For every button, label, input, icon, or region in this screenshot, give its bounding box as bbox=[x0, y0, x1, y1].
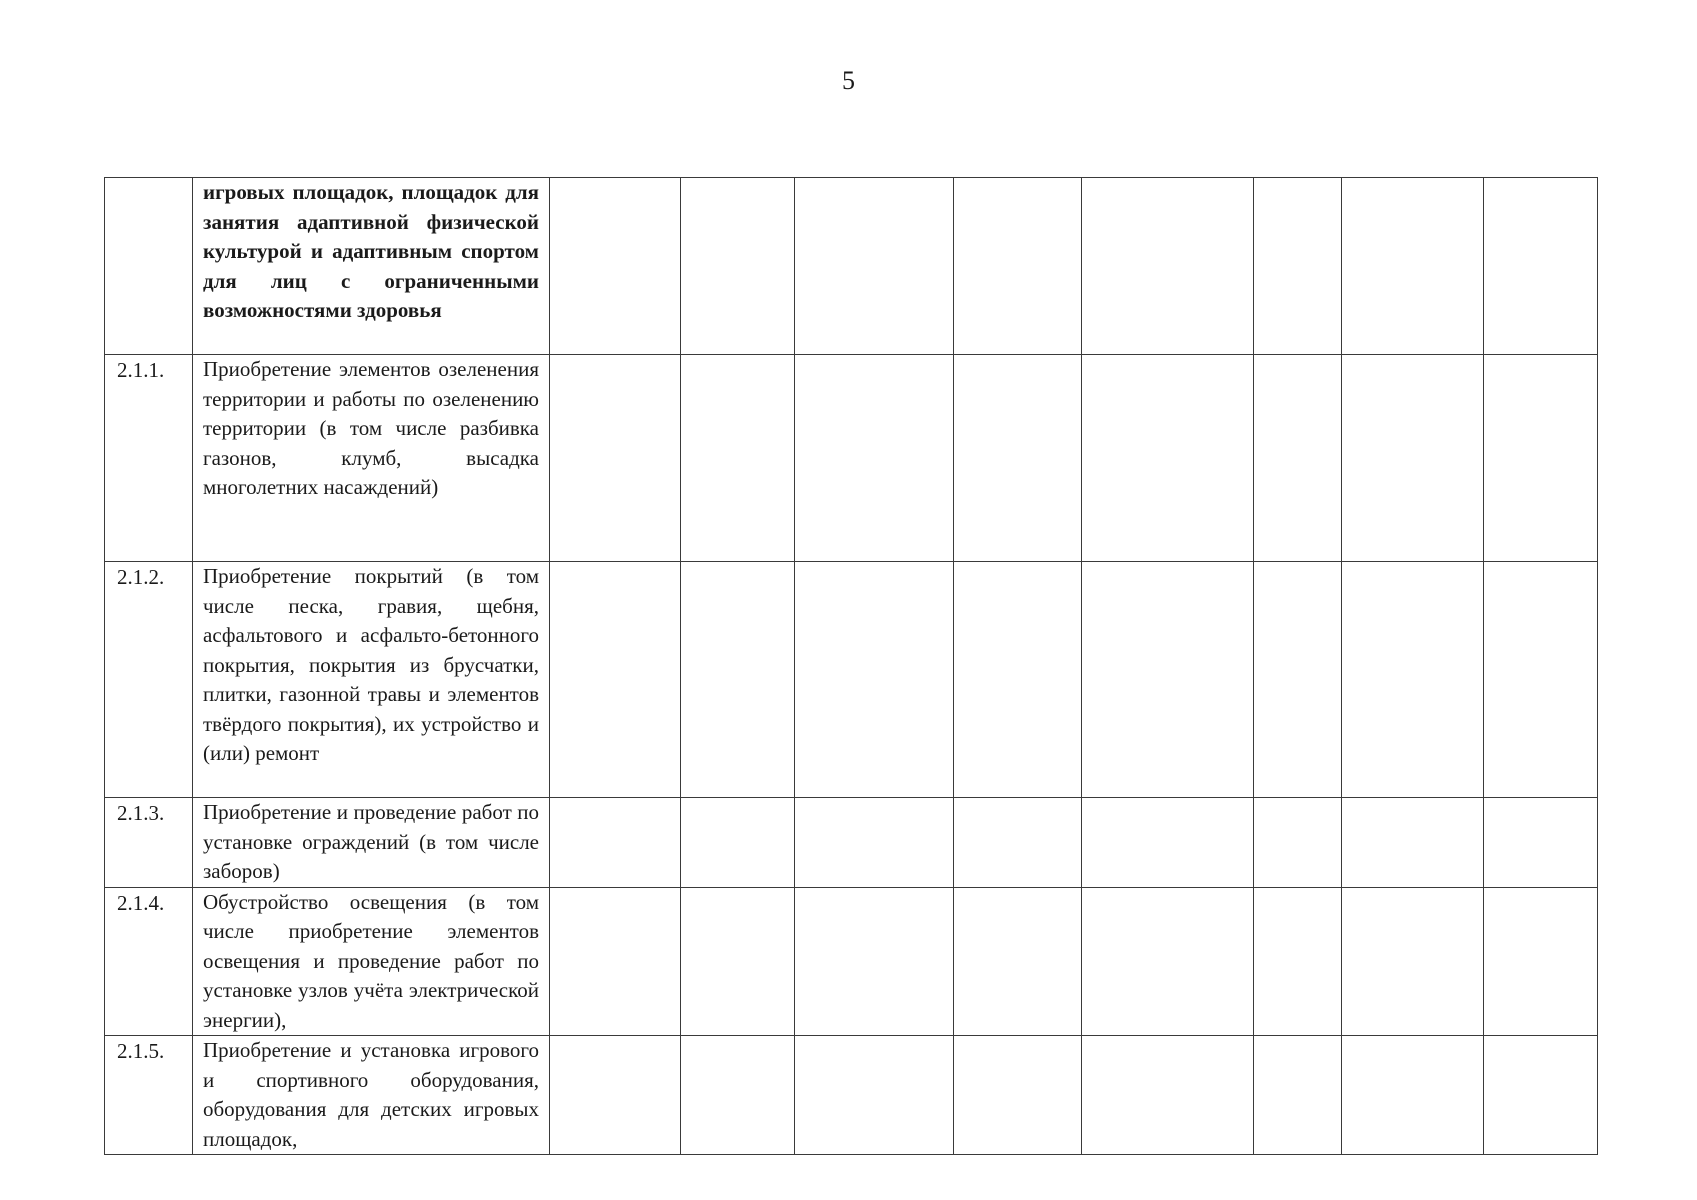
row-number-cell: 2.1.3. bbox=[105, 798, 193, 888]
row-description-cell: Приобретение покрытий (в том числе песка, гравия, щебня, асфальтового и асфальто-бетонного покрытия, покрытия из брусчатки, плитки, газонной травы и элементов твёрдого покрытия), их устройство и (или) ремонт bbox=[193, 562, 550, 798]
empty-cell bbox=[1484, 887, 1598, 1036]
empty-cell bbox=[1484, 562, 1598, 798]
empty-cell bbox=[1484, 1036, 1598, 1155]
empty-cell bbox=[1254, 355, 1342, 562]
empty-cell bbox=[1484, 178, 1598, 355]
empty-cell bbox=[795, 1036, 954, 1155]
empty-cell bbox=[1342, 1036, 1484, 1155]
empty-cell bbox=[681, 562, 795, 798]
table-row bbox=[105, 1036, 1598, 1155]
table-row bbox=[105, 562, 1598, 798]
row-number-cell: 2.1.5. bbox=[105, 1036, 193, 1155]
empty-cell bbox=[1342, 798, 1484, 888]
empty-cell bbox=[954, 178, 1082, 355]
row-number-cell bbox=[105, 178, 193, 355]
empty-cell bbox=[954, 355, 1082, 562]
empty-cell bbox=[681, 887, 795, 1036]
empty-cell bbox=[681, 1036, 795, 1155]
row-number-cell: 2.1.1. bbox=[105, 355, 193, 562]
empty-cell bbox=[550, 798, 681, 888]
row-description-cell: Обустройство освещения (в том числе приобретение элементов освещения и проведение работ по установке узлов учёта электрической энергии), bbox=[193, 887, 550, 1036]
empty-cell bbox=[1342, 355, 1484, 562]
empty-cell bbox=[795, 178, 954, 355]
table-row bbox=[105, 355, 1598, 562]
row-number-cell: 2.1.2. bbox=[105, 562, 193, 798]
empty-cell bbox=[1342, 178, 1484, 355]
empty-cell bbox=[1484, 355, 1598, 562]
empty-cell bbox=[1342, 562, 1484, 798]
empty-cell bbox=[954, 887, 1082, 1036]
row-number-cell: 2.1.4. bbox=[105, 887, 193, 1036]
empty-cell bbox=[681, 355, 795, 562]
empty-cell bbox=[1082, 887, 1254, 1036]
empty-cell bbox=[550, 178, 681, 355]
empty-cell bbox=[795, 562, 954, 798]
row-description-cell: Приобретение элементов озеленения территории и работы по озеленению территории (в том числе разбивка газонов, клумб, высадка многолетних насаждений) bbox=[193, 355, 550, 562]
empty-cell bbox=[954, 798, 1082, 888]
table-row bbox=[105, 887, 1598, 1036]
empty-cell bbox=[681, 798, 795, 888]
empty-cell bbox=[1254, 562, 1342, 798]
empty-cell bbox=[550, 355, 681, 562]
empty-cell bbox=[1082, 562, 1254, 798]
row-description-cell: Приобретение и установка игрового и спортивного оборудования, оборудования для детских игровых площадок, bbox=[193, 1036, 550, 1155]
empty-cell bbox=[1254, 1036, 1342, 1155]
empty-cell bbox=[795, 355, 954, 562]
table-row bbox=[105, 178, 1598, 355]
empty-cell bbox=[681, 178, 795, 355]
empty-cell bbox=[1082, 178, 1254, 355]
empty-cell bbox=[954, 1036, 1082, 1155]
empty-cell bbox=[1254, 798, 1342, 888]
empty-cell bbox=[550, 562, 681, 798]
empty-cell bbox=[550, 1036, 681, 1155]
document-table bbox=[104, 177, 1598, 1155]
row-description-cell: игровых площадок, площадок для занятия адаптивной физической культурой и адаптивным спортом для лиц с ограниченными возможностями здоровья bbox=[193, 178, 550, 355]
empty-cell bbox=[1254, 887, 1342, 1036]
empty-cell bbox=[954, 562, 1082, 798]
empty-cell bbox=[1254, 178, 1342, 355]
table-row bbox=[105, 798, 1598, 888]
page-number: 5 bbox=[842, 66, 855, 95]
empty-cell bbox=[550, 887, 681, 1036]
empty-cell bbox=[1484, 798, 1598, 888]
empty-cell bbox=[1342, 887, 1484, 1036]
empty-cell bbox=[795, 887, 954, 1036]
row-description-cell: Приобретение и проведение работ по установке ограждений (в том числе заборов) bbox=[193, 798, 550, 888]
empty-cell bbox=[795, 798, 954, 888]
empty-cell bbox=[1082, 798, 1254, 888]
empty-cell bbox=[1082, 1036, 1254, 1155]
empty-cell bbox=[1082, 355, 1254, 562]
